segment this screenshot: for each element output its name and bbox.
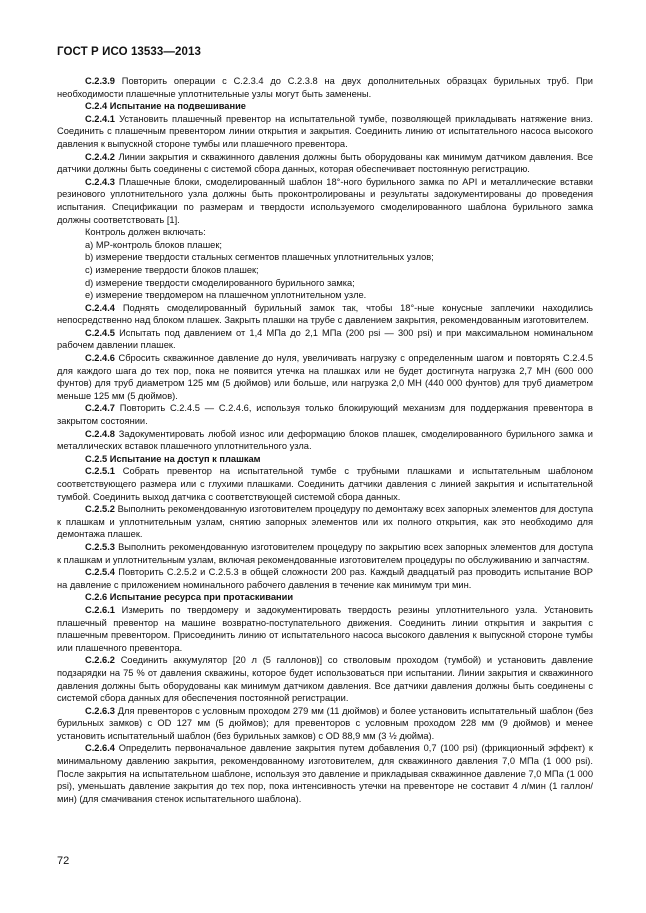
paragraph-text: Повторить C.2.5.2 и C.2.5.3 в общей сложности 200 раз. Каждый двадцатый раз проводить испытание ВОР на давление с приложением номинального рабочего давления в течение как минимум три мин. xyxy=(57,567,593,590)
clause-number: C.2.4.8 xyxy=(85,428,115,439)
section-heading: C.2.4 Испытание на подвешивание xyxy=(85,101,246,112)
paragraph-text: Собрать превентор на испытательной тумбе с трубными плашками и испытательным шаблоном соответствующего размера или с глухими плашками. Соединить датчики давления с линией закрытия и испытательной тумбой. Соединить выход датчика с соответствующей системой сбора данных. xyxy=(57,466,593,502)
paragraph-text: Установить плашечный превентор на испытательной тумбе, позволяющей прикладывать натяжение вниз. Соединить с плашечным превентором линии открытия и закрытия. Соединить линию от испытательного насоса высокого давления к выпускной стороне тумбы или плашечного превентора. xyxy=(57,113,593,149)
paragraph-text: Повторить операции с C.2.3.4 до C.2.3.8 на двух дополнительных образцах бурильных труб. При необходимости плашечные уплотнительные узлы могут быть заменены. xyxy=(57,76,593,99)
clause-number: C.2.6.1 xyxy=(85,604,115,615)
paragraph xyxy=(57,327,593,352)
paragraph xyxy=(57,705,593,743)
clause-number: C.2.4.4 xyxy=(85,302,115,313)
paragraph-text: Повторить C.2.4.5 — C.2.4.6, используя только блокирующий механизм для поддержания превентора в закрытом состоянии. xyxy=(57,403,593,427)
paragraph-text: Измерить по твердомеру и задокументировать твердость резины уплотнительного узла. Установить плашечный превентор на машине возвратно-поступательного движения. Соединить линии открытия и закрытия с плашечным превентором. Присоединить линию от испытательного насоса высокого давления к выпускной стороне тумбы или плашечного превентора. xyxy=(57,604,593,653)
paragraph xyxy=(57,75,593,100)
paragraph xyxy=(57,604,593,654)
clause-number: C.2.6.4 xyxy=(85,743,115,754)
document-body xyxy=(57,75,593,805)
page-number: 72 xyxy=(57,855,70,867)
paragraph xyxy=(57,541,593,566)
paragraph: Контроль должен включать: xyxy=(85,227,206,238)
paragraph xyxy=(57,654,593,704)
paragraph xyxy=(57,503,593,541)
clause-number: C.2.5.2 xyxy=(85,504,115,515)
list-item: c) измерение твердости блоков плашек; xyxy=(85,264,259,275)
paragraph-text: Испытать под давлением от 1,4 МПа до 2,1 МПа (200 psi — 300 psi) и при максимальном номинальном рабочем давлении плашек. xyxy=(57,327,593,351)
clause-number: C.2.4.5 xyxy=(85,327,115,338)
clause-number: C.2.4.6 xyxy=(85,353,115,364)
paragraph xyxy=(57,465,593,503)
paragraph-text: Сбросить скважинное давление до нуля, увеличивать нагрузку с определенным шагом и повторять C.2.4.5 для каждого шага до тех пор, пока не появится утечка на плашках или не будет достигнута нагрузка 2,7 МН (600 000 фунтов) для труб диаметром 125 мм (5 дюймов) или больше, или нагрузка 2,0 МН (440 000 фунтов) для труб диаметром меньше 125 мм (5 дюймов). xyxy=(57,353,593,401)
paragraph-text: Плашечные блоки, смоделированный шаблон 18°-ного бурильного замка по API и металлические вставки резинового уплотнительного узла должны быть проконтролированы и результаты задокументированы до проведения испытания. Спецификации по размерам и твердости используемого смоделированного шаблона бурильного замка должны соответствовать [1]. xyxy=(57,176,593,225)
list-item: b) измерение твердости стальных сегментов плашечных уплотнительных узлов; xyxy=(85,252,434,263)
clause-number: C.2.5.4 xyxy=(85,567,115,578)
paragraph-text: Задокументировать любой износ или деформацию блоков плашек, смоделированного бурильного замка и металлических вставок плашечного уплотнительного узла. xyxy=(57,428,593,452)
clause-number: C.2.6.2 xyxy=(85,655,115,666)
list-item: а) МР-контроль блоков плашек; xyxy=(85,239,222,250)
paragraph-text: Линии закрытия и скважинного давления должны быть оборудованы как минимум датчиком давления. Все датчики должны быть соединены с системой сбора данных, которая обеспечивает постоянную регистрацию. xyxy=(57,151,593,175)
paragraph xyxy=(57,113,593,151)
section-heading: C.2.5 Испытание на доступ к плашкам xyxy=(85,453,261,464)
paragraph xyxy=(57,151,593,176)
paragraph-text: Определить первоначальное давление закрытия путем добавления 0,7 (100 psi) (фрикционный эффект) к минимальному давлению закрытия, рекомендованному изготовителем, для скважинного давления 7,0 МПа (1 000 psi). После закрытия на испытательном шаблоне, используя это давление и прикладывая скважинное давление 7,0 МПа (1 000 psi), уменьшать давление закрытия до тех пор, пока интенсивность утечки на превенторе не составит 4 л/мин (1 галлон/мин) (для смачивания стенок испытательного шаблона). xyxy=(57,743,593,804)
paragraph xyxy=(57,176,593,226)
clause-number: C.2.4.2 xyxy=(85,151,115,162)
paragraph xyxy=(57,402,593,427)
list-item: d) измерение твердости смоделированного бурильного замка; xyxy=(85,277,355,288)
clause-number: C.2.3.9 xyxy=(85,76,115,86)
document-header: ГОСТ Р ИСО 13533—2013 xyxy=(57,46,202,58)
paragraph-text: Соединить аккумулятор [20 л (5 галлонов)] со стволовым проходом (тумбой) и установить давление подзарядки на 75 % от давления скважины, которое будет использоваться при испытании. Линии закрытия и скважинного давления должны быть оборудованы как минимум датчиком давления. Все датчики давления должны быть соединены с системой сбора данных для обеспечения постоянной регистрации. xyxy=(57,655,593,704)
paragraph-text: Поднять смоделированный бурильный замок так, чтобы 18°-ные конусные заплечики находились непосредственно над блоком плашек. Закрыть плашки на трубе с давлением закрытия, рекомендованным изготовителем. xyxy=(57,302,593,326)
paragraph-text: Выполнить рекомендованную изготовителем процедуру по демонтажу всех запорных элементов для доступа к плашкам и уплотнительным узлам, снятию запорных элементов или их полного открытия, как это необходимо для демонтажа плашек. xyxy=(57,504,593,540)
clause-number: C.2.5.1 xyxy=(85,466,115,477)
clause-number: C.2.5.3 xyxy=(85,541,115,552)
paragraph xyxy=(57,302,593,327)
paragraph xyxy=(57,742,593,805)
paragraph xyxy=(57,428,593,453)
paragraph xyxy=(57,566,593,591)
section-heading: C.2.6 Испытание ресурса при протаскивании xyxy=(85,592,294,603)
clause-number: C.2.4.7 xyxy=(85,403,115,414)
paragraph-text: Для превенторов с условным проходом 279 мм (11 дюймов) и более установить испытательный шаблон (без бурильных замков) с OD 127 мм (5 дюймов); для превенторов с условным проходом 228 мм (9 дюймов) и менее установить испытательный шаблон (без бурильных замков) с OD 88,9 мм (3 ½ дюйма). xyxy=(57,705,593,741)
list-item: е) измерение твердомером на плашечном уплотнительном узле. xyxy=(85,290,367,301)
clause-number: C.2.6.3 xyxy=(85,705,115,716)
clause-number: C.2.4.1 xyxy=(85,113,115,124)
paragraph xyxy=(57,352,593,402)
paragraph-text: Выполнить рекомендованную изготовителем процедуру по закрытию всех запорных элементов для доступа к плашкам и уплотнительным узлам, включая рекомендованные изготовителем процедуры по обслуживанию и запчастям. xyxy=(57,541,593,565)
clause-number: C.2.4.3 xyxy=(85,176,115,187)
